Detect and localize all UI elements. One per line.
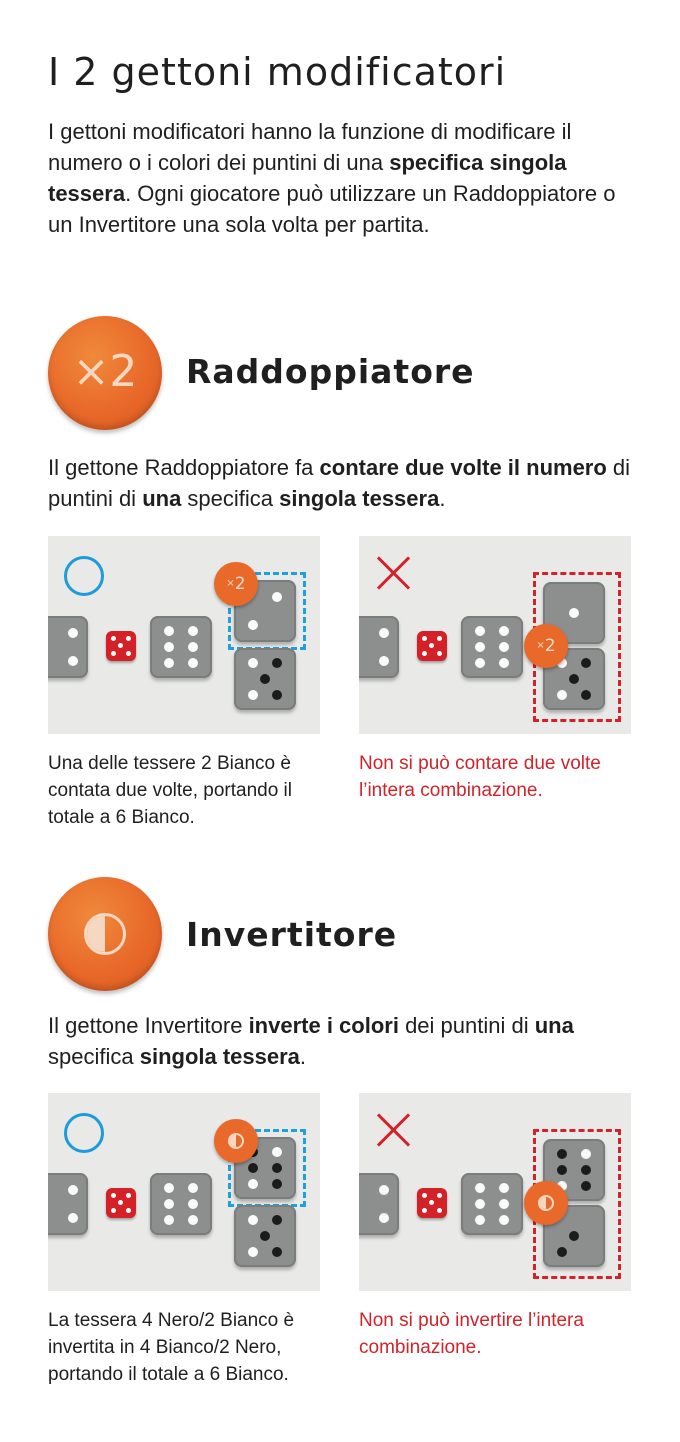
section-title-invertitore: Invertitore bbox=[186, 915, 398, 954]
correct-circle-icon bbox=[64, 1113, 104, 1153]
intro-paragraph bbox=[48, 116, 638, 240]
tile-six-white bbox=[461, 616, 523, 678]
tile-mixed bbox=[234, 1205, 296, 1267]
doubler-token-label: ×2 bbox=[72, 346, 138, 397]
desc-bold: singola tessera bbox=[279, 486, 440, 511]
tile-six-white bbox=[461, 1173, 523, 1235]
desc-bold: singola tessera bbox=[139, 1044, 300, 1069]
page-title: I 2 gettoni modificatori bbox=[48, 50, 507, 94]
example-panel-correct bbox=[48, 1093, 320, 1291]
tile-six-white bbox=[150, 1173, 212, 1235]
desc-text: . bbox=[439, 486, 446, 511]
wrong-cross-icon bbox=[375, 1111, 413, 1149]
red-die-icon bbox=[417, 1188, 447, 1218]
intro-bold: specifica singola tessera bbox=[48, 150, 567, 206]
inverter-token-icon bbox=[48, 877, 162, 991]
tile bbox=[359, 616, 399, 678]
red-die-icon bbox=[106, 1188, 136, 1218]
desc-bold: una bbox=[534, 1013, 574, 1038]
inverter-mini-token-icon bbox=[524, 1181, 568, 1225]
raddoppiatore-description bbox=[48, 452, 648, 514]
desc-bold: contare due volte il numero bbox=[319, 455, 607, 480]
desc-text: di puntini di bbox=[48, 455, 631, 511]
wrong-cross-icon bbox=[375, 554, 413, 592]
tile bbox=[48, 616, 88, 678]
half-circle-icon bbox=[538, 1195, 554, 1211]
caption-correct-inverter: La tessera 4 Nero/2 Bianco è invertita in 4 Bianco/2 Nero, portando il totale a 6 Bianco. bbox=[48, 1310, 295, 1385]
tile bbox=[359, 1173, 399, 1235]
caption-wrong-doubler: Non si può contare due volte l’intera combinazione. bbox=[359, 753, 601, 801]
caption-wrong-inverter: Non si può invertire l’intera combinazione. bbox=[359, 1310, 584, 1358]
red-die-icon bbox=[106, 631, 136, 661]
example-panel-wrong bbox=[359, 1093, 631, 1291]
inverter-mini-token-icon bbox=[214, 1119, 258, 1163]
doubler-token-icon bbox=[48, 316, 162, 430]
desc-text: specifica bbox=[48, 1044, 140, 1069]
desc-bold: inverte i colori bbox=[248, 1013, 399, 1038]
desc-bold: una bbox=[142, 486, 182, 511]
red-die-icon bbox=[417, 631, 447, 661]
example-panel-wrong bbox=[359, 536, 631, 734]
doubler-mini-token-icon: ×2 bbox=[524, 624, 568, 668]
half-circle-icon bbox=[84, 913, 126, 955]
intro-text: . Ogni giocatore può utilizzare un Raddoppiatore o un Invertitore una sola volta per partita. bbox=[48, 181, 616, 237]
desc-text: Il gettone Invertitore bbox=[48, 1013, 249, 1038]
tile bbox=[48, 1173, 88, 1235]
caption-correct-doubler: Una delle tessere 2 Bianco è contata due volte, portando il totale a 6 Bianco. bbox=[48, 753, 293, 828]
half-circle-icon bbox=[228, 1133, 244, 1149]
desc-text: Il gettone Raddoppiatore fa bbox=[48, 455, 320, 480]
section-title-raddoppiatore: Raddoppiatore bbox=[186, 352, 475, 391]
desc-text: . bbox=[299, 1044, 307, 1069]
tile-six-white bbox=[150, 616, 212, 678]
doubler-mini-token-icon: ×2 bbox=[214, 562, 258, 606]
tile-mixed bbox=[234, 648, 296, 710]
invertitore-description bbox=[48, 1010, 648, 1072]
desc-text: dei puntini di bbox=[398, 1013, 535, 1038]
correct-circle-icon bbox=[64, 556, 104, 596]
intro-text: I gettoni modificatori hanno la funzione di modificare il numero o i colori dei puntini di una bbox=[48, 119, 572, 175]
example-panel-correct bbox=[48, 536, 320, 734]
desc-text: specifica bbox=[181, 486, 280, 511]
